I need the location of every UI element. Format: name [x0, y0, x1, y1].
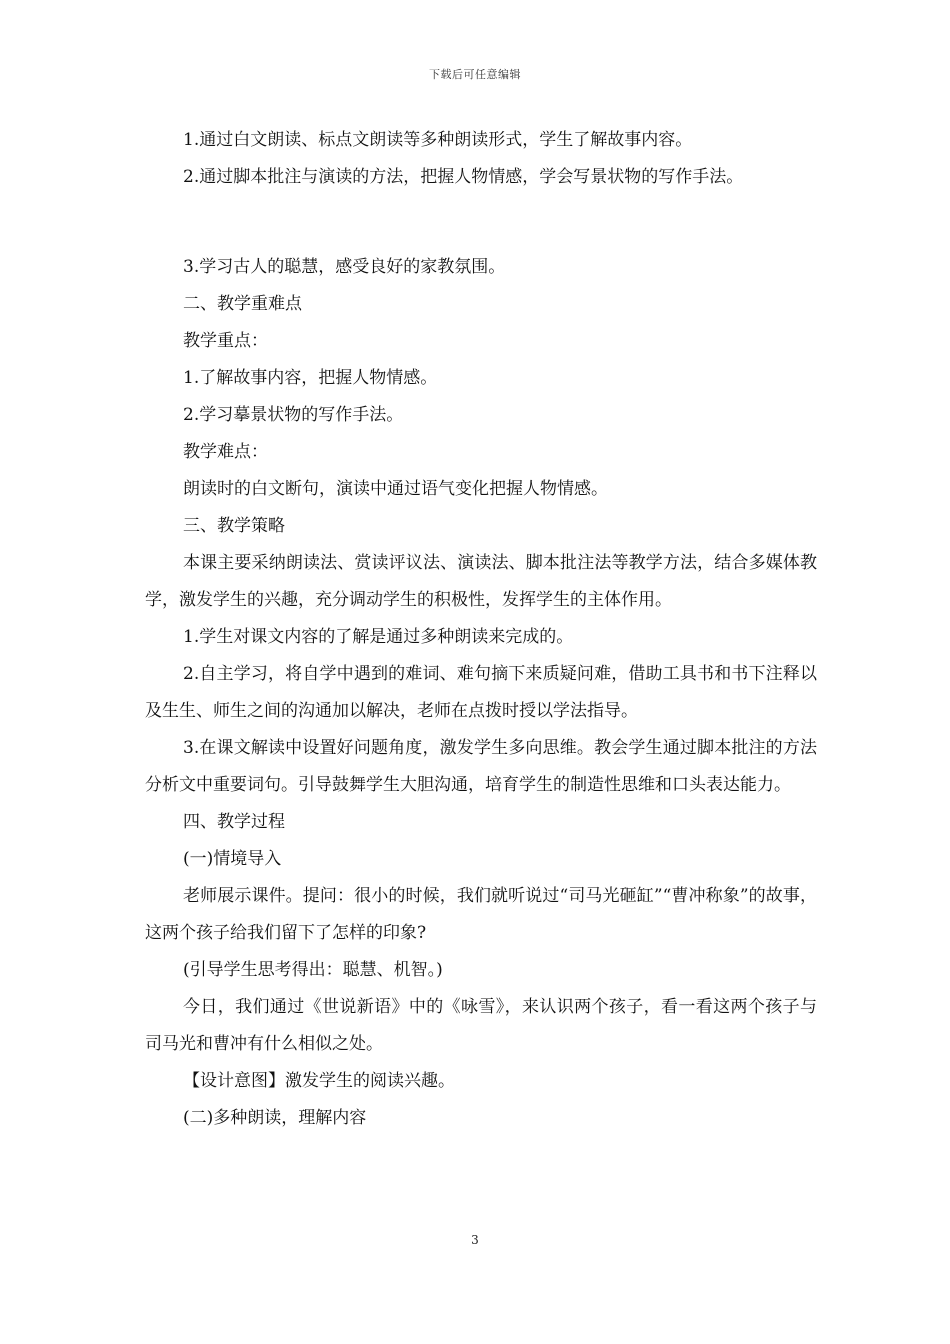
paragraph-focus-2: 2.学习摹景状物的写作手法。 [183, 405, 404, 425]
paragraph-focus-1: 1.了解故事内容，把握人物情感。 [183, 368, 438, 388]
subheading-teaching-difficulty: 教学难点： [183, 442, 268, 462]
subheading-teaching-focus: 教学重点： [183, 331, 268, 351]
document-body [145, 122, 817, 1137]
paragraph-strategy-3: 3.在课文解读中设置好问题角度，激发学生多向思维。教会学生通过脚本批注的方法分析文中重要词句。引导鼓舞学生大胆沟通，培育学生的制造性思维和口头表达能力。 [145, 738, 817, 795]
paragraph-objective-3: 3.学习古人的聪慧，感受良好的家教氛围。 [183, 257, 506, 277]
paragraph-guided-answer: (引导学生思考得出：聪慧、机智。) [183, 960, 443, 980]
paragraph-strategy-intro: 本课主要采纳朗读法、赏读评议法、演读法、脚本批注法等教学方法，结合多媒体教学，激发学生的兴趣，充分调动学生的积极性，发挥学生的主体作用。 [145, 553, 817, 610]
paragraph-strategy-2: 2.自主学习，将自学中遇到的难词、难句摘下来质疑问难，借助工具书和书下注释以及生生、师生之间的沟通加以解决，老师在点拨时授以学法指导。 [145, 664, 817, 721]
paragraph-objective-2: 2.通过脚本批注与演读的方法，把握人物情感，学会写景状物的写作手法。 [183, 167, 744, 187]
section-heading-strategy: 三、教学策略 [183, 516, 285, 536]
section-heading-key-points: 二、教学重难点 [183, 294, 302, 314]
paragraph-difficulty: 朗读时的白文断句，演读中通过语气变化把握人物情感。 [183, 479, 608, 499]
section-heading-process: 四、教学过程 [183, 812, 285, 832]
paragraph-objective-1: 1.通过白文朗读、标点文朗读等多种朗读形式，学生了解故事内容。 [183, 130, 693, 150]
subheading-reading-understanding: (二)多种朗读，理解内容 [183, 1108, 367, 1128]
page-number: 3 [471, 1233, 479, 1247]
page-header: 下载后可任意编辑 [429, 68, 521, 81]
paragraph-gap [145, 196, 817, 249]
subheading-situation-intro: (一)情境导入 [183, 849, 282, 869]
paragraph-design-intent: 【设计意图】激发学生的阅读兴趣。 [183, 1071, 455, 1091]
paragraph-today-lesson: 今日，我们通过《世说新语》中的《咏雪》，来认识两个孩子，看一看这两个孩子与司马光和曹冲有什么相似之处。 [145, 997, 817, 1054]
paragraph-strategy-1: 1.学生对课文内容的了解是通过多种朗读来完成的。 [183, 627, 574, 647]
paragraph-teacher-question: 老师展示课件。提问：很小的时候，我们就听说过“司马光砸缸”“曹冲称象”的故事，这两个孩子给我们留下了怎样的印象? [145, 886, 817, 943]
